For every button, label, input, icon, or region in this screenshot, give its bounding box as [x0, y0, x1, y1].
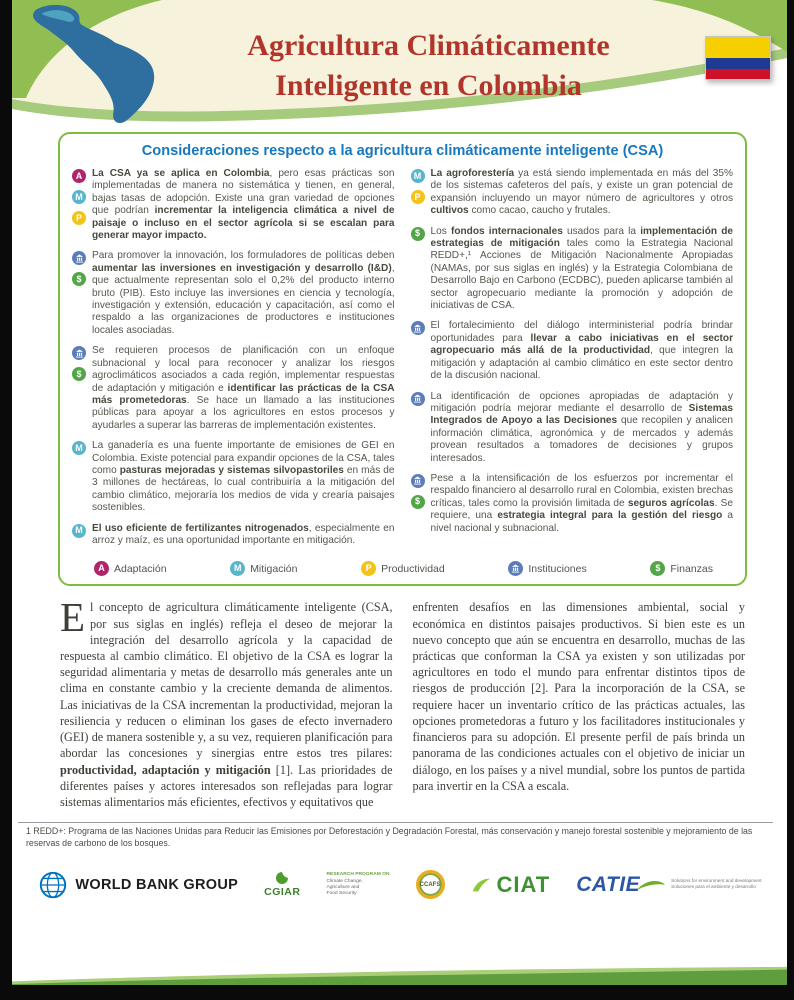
- mitigation-icon: M: [230, 561, 245, 576]
- institutions-icon: [72, 346, 86, 360]
- legend-label: Adaptación: [114, 562, 167, 575]
- page-title-line2: Inteligente en Colombia: [275, 69, 582, 102]
- catie-tagline-en: Solutions for environment and development: [671, 877, 762, 883]
- ccafs-text-line: Climate Change,: [326, 878, 363, 884]
- institutions-icon: [411, 474, 425, 488]
- legend-label: Finanzas: [670, 562, 713, 575]
- footnote-text: 1 REDD+: Programa de las Naciones Unidas para Reducir las Emisiones por Deforestación y Degradación Forestal, más conservación y manejo forestal sostenible y mejoramiento de las reservas de carbono de los bosques.: [26, 826, 753, 849]
- catie-swoosh-icon: [636, 877, 666, 893]
- finance-icon: $: [411, 227, 425, 241]
- consideration-item: [72, 440, 395, 514]
- adaptation-icon: A: [72, 169, 86, 183]
- bullet-icon-stack: [411, 320, 425, 382]
- intro-text-right: enfrenten desafíos en las dimensiones ambiental, social y económica en distintos paisajes productivos. Si bien este es un nuevo concepto que aún se encuentra en desarrollo, muchas de las prácticas que conforman la CSA ya existen y son utilizadas por agricultores en todo el mundo para enfrentar distintos tipos de riesgos de producción [2]. Para la incorporación de la CSA, se requiere hacer un inventario crítico de las prácticas actuales, las opciones prometedoras a futuro y los facilitadores institucionales y financieros para su adopción. El presente perfil de país brinda un panorama de las condiciones actuales con el objetivo de iniciar un diálogo, en los países y a nivel mundial, sobre los puntos de partida para invertir en la CSA a escala.: [412, 600, 745, 793]
- institutions-icon: [508, 561, 523, 576]
- finance-icon: $: [72, 367, 86, 381]
- header: [12, 0, 787, 130]
- footer-logos: [12, 859, 787, 911]
- adaptation-icon: A: [94, 561, 109, 576]
- bullet-icon-stack: [411, 226, 425, 313]
- consideration-text: Se requieren procesos de planificación con un enfoque subnacional y local para reconocer y analizar los riesgos agroclimáticos asociados a cada región, implementar respuestas de adaptación y mitigación e identificar las prácticas de la CSA más prometedoras. Se hace un llamado a las instituciones públicas para apoyar a los agricultores en estos procesos y ayudarles a superar las barreras de implementación existentes.: [92, 345, 395, 431]
- considerations-columns: [72, 168, 733, 555]
- ccafs-text-line: Agriculture and: [326, 884, 360, 890]
- intro-column-right: [413, 599, 746, 810]
- legend-item-instituciones: [508, 561, 586, 576]
- consideration-text: Los fondos internacionales usados para la implementación de estrategias de mitigación tales como la Estrategia Nacional REDD+,¹ Acciones de Mitigación Nacionalmente Apropiadas (NAMAs, por sus siglas en inglés) y la Estrategia Colombiana de Desarrollo Bajo en Carbono (ECDBC), pueden aplicarse también al sector agropecuario mediante la promoción y adopción de iniciativas de CSA.: [430, 225, 733, 312]
- consideration-item: [72, 345, 395, 432]
- document-page: [12, 0, 787, 985]
- ccafs-badge: [416, 870, 445, 899]
- world-bank-logo: [37, 869, 238, 901]
- ccafs-badge-label: CCAFS: [419, 881, 441, 888]
- productivity-icon: P: [361, 561, 376, 576]
- cgiar-emblem-icon: [274, 871, 290, 885]
- consideration-text: Pese a la intensificación de los esfuerzos por incrementar el respaldo financiero al desarrollo rural en Colombia, existen brechas críticas, tales como la provisión limitada de seguros agrícolas. Se requiere, una estrategia integral para la gestión del riesgo a nivel nacional y subnacional.: [430, 472, 734, 534]
- flag-red-stripe: [706, 69, 770, 80]
- cgiar-logo: [264, 871, 300, 898]
- bullet-icon-stack: [411, 391, 425, 465]
- page-title: [162, 26, 695, 106]
- consideration-text: La CSA ya se aplica en Colombia, pero esas prácticas son implementadas de manera no sistemática y tienen, en general, bajas tasas de adopción. Existe una gran variedad de opciones que podrían incrementar la inteligencia climática a nivel de paisaje o incluso en el sector agrícola si se escalan para generar mayor impacto.: [92, 168, 395, 242]
- flag-blue-stripe: [706, 58, 770, 69]
- colombia-flag: [705, 36, 771, 80]
- consideration-item: [411, 320, 734, 382]
- mitigation-icon: M: [72, 441, 86, 455]
- catie-wordmark: CATIE: [576, 872, 641, 896]
- consideration-text: La identificación de opciones apropiadas de adaptación y mitigación podría mejorar mediante el desarrollo de Sistemas Integrados de Apoyo a las Decisiones que recopilen y analicen información climática, agronómica y de mercados y además provean resultados a tomadores de decisiones y grupos interesados.: [430, 390, 733, 464]
- bottom-wave-decoration: [12, 965, 787, 985]
- intro-section: [60, 594, 745, 810]
- bullet-icon-stack: [72, 440, 86, 514]
- ciat-logo: [471, 872, 551, 898]
- mitigation-icon: M: [72, 190, 86, 204]
- catie-tagline-es: Soluciones para el ambiente y desarrollo: [671, 884, 756, 890]
- consideration-text: Para promover la innovación, los formuladores de políticas deben aumentar las inversiones en investigación y desarrollo (I&D), que actualmente representan solo el 0,2% del producto interno bruto (PIB). Esto incluye las inversiones en ciencia y tecnología, investigación y extensión, educación y capacitación, así como el respaldo a las organizaciones de productores e instituciones locales asociadas.: [92, 250, 395, 336]
- considerations-column-right: [411, 168, 734, 555]
- catie-wordmark-group: [576, 873, 666, 897]
- consideration-item: [411, 391, 734, 465]
- flag-yellow-stripe: [706, 37, 770, 58]
- ccafs-program-line: RESEARCH PROGRAM ON: [326, 872, 390, 878]
- consideration-item: [72, 523, 395, 548]
- ccafs-program-text: [326, 872, 389, 898]
- bullet-icon-stack: [72, 250, 86, 337]
- legend-item-adaptación: [94, 561, 167, 576]
- finance-icon: $: [411, 495, 425, 509]
- ciat-leaf-icon: [471, 876, 491, 894]
- consideration-text: El uso eficiente de fertilizantes nitrogenados, especialmente en arroz y maíz, es una oportunidad importante en mitigación.: [92, 522, 395, 546]
- consideration-text: El fortalecimiento del diálogo interministerial podría brindar oportunidades para llevar a cabo iniciativas en el sector agropecuario más allá de la productividad, que integren la mitigación y adaptación al cambio climático en este sector dentro de la discusión nacional.: [430, 320, 733, 382]
- finance-icon: $: [72, 272, 86, 286]
- bullet-icon-stack: [72, 345, 86, 432]
- legend-label: Instituciones: [528, 562, 587, 575]
- institutions-icon: [72, 251, 86, 265]
- legend-item-mitigación: [230, 561, 297, 576]
- considerations-box: [58, 132, 747, 586]
- world-bank-globe-icon: [37, 869, 69, 901]
- intro-column-left: [60, 594, 393, 810]
- consideration-item: [72, 168, 395, 242]
- productivity-icon: P: [411, 190, 425, 204]
- bullet-icon-stack: [72, 168, 86, 242]
- bullet-icon-stack: [72, 523, 86, 548]
- ciat-wordmark: CIAT: [496, 871, 551, 897]
- consideration-text: La ganadería es una fuente importante de emisiones de GEI en Colombia. Existe potencial para expandir opciones de la CSA, tales como pasturas mejoradas y sistemas silvopastoriles en más de 3 millones de hectáreas, lo cual contribuiría a la mitigación del cambio climático, mejoraría los medios de vida y crearía paisajes sostenibles.: [92, 440, 395, 514]
- page-title-line1: Agricultura Climáticamente: [247, 29, 610, 62]
- legend-item-finanzas: [650, 561, 713, 576]
- cgiar-wordmark: CGIAR: [264, 886, 301, 899]
- legend-label: Productividad: [381, 562, 445, 575]
- legend-label: Mitigación: [250, 562, 298, 575]
- consideration-item: [411, 168, 734, 218]
- institutions-icon: [411, 392, 425, 406]
- mitigation-icon: M: [411, 169, 425, 183]
- bullet-icon-stack: [411, 168, 425, 218]
- productivity-icon: P: [72, 211, 86, 225]
- ccafs-text-line: Food Security: [326, 891, 357, 897]
- catie-logo: [576, 873, 761, 897]
- consideration-text: La agroforestería ya está siendo implementada en más del 35% de los sistemas cafeteros del país, y existe un gran potencial de expansión incluyendo un mayor número de agricultores y otros cultivos como cacao, caucho y frutales.: [430, 168, 733, 217]
- dropcap: E: [60, 594, 86, 641]
- finance-icon: $: [650, 561, 665, 576]
- consideration-item: [72, 250, 395, 337]
- institutions-icon: [411, 321, 425, 335]
- footnote: [18, 822, 773, 850]
- intro-text-left: l concepto de agricultura climáticamente inteligente (CSA, por sus siglas en inglés) refleja el deseo de mejorar la integración del desarrollo agrícola y la capacidad de respuesta al cambio climático. El objetivo de la CSA es lograr la seguridad alimentaria y metas de desarrollo más generales ante un clima en constante cambio y la creciente demanda de alimentos. Las iniciativas de la CSA incrementan la productividad, mejoran la resiliencia y reducen o eliminan los gases de efecto invernadero (GEI) de manera sostenible y, a su vez, requieren planificación para abordar las concesiones y sinergias entre estos tres pilares: productividad, adaptación y mitigación [1]. Las prioridades de diferentes países y actores interesados son reflejadas para lograr sistemas alimentarios más eficientes, efectivos y equitativos que: [60, 600, 393, 809]
- consideration-item: [411, 226, 734, 313]
- latin-america-map-graphic: [18, 2, 168, 128]
- catie-tagline: [671, 878, 761, 897]
- consideration-item: [411, 473, 734, 535]
- legend-item-productividad: [361, 561, 445, 576]
- mitigation-icon: M: [72, 524, 86, 538]
- bullet-icon-stack: [411, 473, 425, 535]
- world-bank-wordmark: WORLD BANK GROUP: [75, 876, 239, 893]
- considerations-column-left: [72, 168, 395, 555]
- legend: [94, 561, 713, 576]
- considerations-heading: Consideraciones respecto a la agricultura climáticamente inteligente (CSA): [141, 143, 664, 159]
